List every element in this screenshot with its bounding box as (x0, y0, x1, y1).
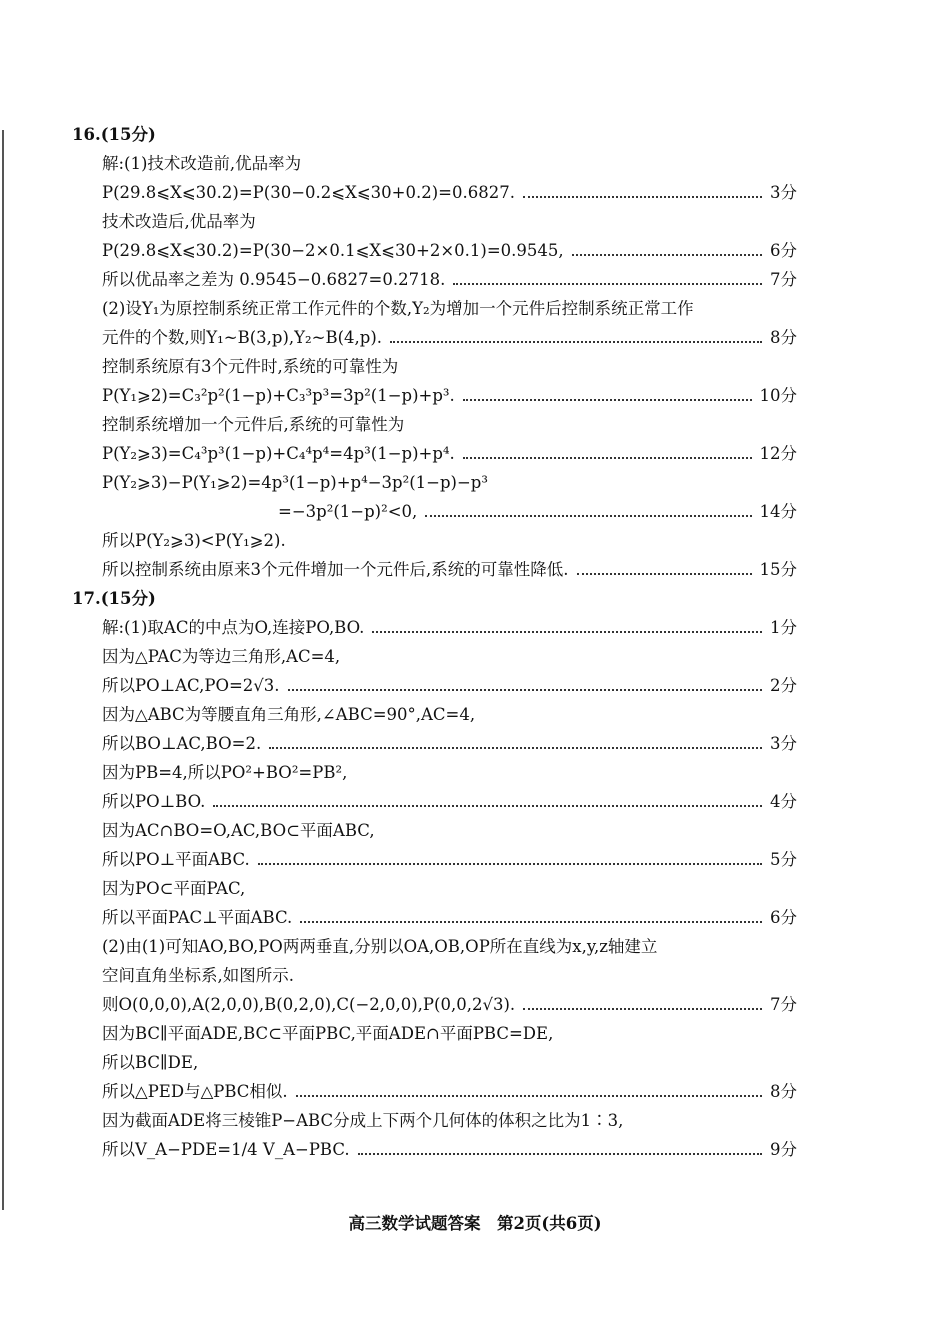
scored-line (72, 439, 797, 468)
line-text: (2)由(1)可知AO,BO,PO两两垂直,分别以OA,OB,OP所在直线为x,y,z轴建立 (102, 937, 658, 956)
line-text: 因为PB=4,所以PO²+BO²=PB², (102, 763, 348, 782)
scored-line (72, 236, 797, 265)
line-text: 因为AC∩BO=O,AC,BO⊂平面ABC, (102, 821, 375, 840)
line-text: 所以PO⊥平面ABC. (102, 850, 250, 869)
dot-leader (453, 283, 762, 285)
dot-leader (269, 747, 762, 749)
line-text: 元件的个数,则Y₁~B(3,p),Y₂~B(4,p). (102, 328, 383, 347)
scored-line (72, 613, 797, 642)
dot-leader (577, 573, 752, 575)
text-line (72, 961, 797, 990)
line-text: 因为BC∥平面ADE,BC⊂平面PBC,平面ADE∩平面PBC=DE, (102, 1024, 554, 1043)
dot-leader (463, 457, 752, 459)
dot-leader (523, 1008, 762, 1010)
scored-line (72, 323, 797, 352)
line-text: P(29.8⩽X⩽30.2)=P(30−0.2⩽X⩽30+0.2)=0.6827. (102, 183, 515, 202)
line-text: 所以优品率之差为 0.9545−0.6827=0.2718. (102, 270, 446, 289)
score-label: 2分 (770, 676, 797, 695)
text-line (72, 207, 797, 236)
line-text: 解:(1)取AC的中点为O,连接PO,BO. (102, 618, 365, 637)
text-line (72, 1106, 797, 1135)
scored-line (72, 1135, 797, 1164)
line-text: 控制系统增加一个元件后,系统的可靠性为 (102, 415, 405, 434)
text-line (72, 932, 797, 961)
score-label: 8分 (770, 1082, 797, 1101)
text-line (72, 1019, 797, 1048)
score-label: 9分 (770, 1140, 797, 1159)
dot-leader (572, 254, 762, 256)
score-label: 7分 (770, 270, 797, 289)
score-label: 10分 (759, 386, 797, 405)
answer-content (72, 120, 797, 1164)
line-text: 所以V_A−PDE=1/4 V_A−PBC. (102, 1140, 350, 1159)
text-line (72, 410, 797, 439)
text-line (72, 816, 797, 845)
scored-line (72, 903, 797, 932)
text-line (72, 1048, 797, 1077)
dot-leader (372, 631, 762, 633)
score-label: 3分 (770, 183, 797, 202)
text-line (72, 700, 797, 729)
text-line (72, 584, 797, 613)
text-line (72, 468, 797, 497)
line-text: 所以平面PAC⊥平面ABC. (102, 908, 293, 927)
page-footer: 高三数学试题答案 第2页(共6页) (348, 1214, 602, 1233)
line-text: 所以控制系统由原来3个元件增加一个元件后,系统的可靠性降低. (102, 560, 569, 579)
line-text: =−3p²(1−p)²<0, (278, 502, 418, 521)
dot-leader (300, 921, 762, 923)
scored-line (72, 555, 797, 584)
line-text: 解:(1)技术改造前,优品率为 (102, 154, 302, 173)
line-text: 所以△PED与△PBC相似. (102, 1082, 288, 1101)
scored-line (72, 845, 797, 874)
score-label: 6分 (770, 908, 797, 927)
dot-leader (288, 689, 762, 691)
line-text: 则O(0,0,0),A(2,0,0),B(0,2,0),C(−2,0,0),P(0,0,2√3). (102, 995, 516, 1014)
line-text: 所以BC∥DE, (102, 1053, 199, 1072)
score-label: 4分 (770, 792, 797, 811)
line-text: 所以PO⊥BO. (102, 792, 206, 811)
dot-leader (390, 341, 762, 343)
line-text: P(Y₂⩾3)=C₄³p³(1−p)+C₄⁴p⁴=4p³(1−p)+p⁴. (102, 444, 455, 463)
score-label: 3分 (770, 734, 797, 753)
scored-line (72, 787, 797, 816)
page-edge (2, 130, 4, 1210)
line-text: 因为PO⊂平面PAC, (102, 879, 246, 898)
score-label: 7分 (770, 995, 797, 1014)
dot-leader (258, 863, 762, 865)
dot-leader (425, 515, 751, 517)
line-text: P(Y₂⩾3)−P(Y₁⩾2)=4p³(1−p)+p⁴−3p²(1−p)−p³ (102, 473, 488, 492)
line-text: P(Y₁⩾2)=C₃²p²(1−p)+C₃³p³=3p²(1−p)+p³. (102, 386, 455, 405)
line-text: P(29.8⩽X⩽30.2)=P(30−2×0.1⩽X⩽30+2×0.1)=0.9545, (102, 241, 564, 260)
dot-leader (213, 805, 762, 807)
text-line (72, 149, 797, 178)
scored-line (72, 729, 797, 758)
text-line (72, 642, 797, 671)
score-label: 14分 (759, 502, 797, 521)
scored-line (72, 1077, 797, 1106)
dot-leader (296, 1095, 762, 1097)
text-line (72, 526, 797, 555)
dot-leader (358, 1153, 762, 1155)
line-text: 所以BO⊥AC,BO=2. (102, 734, 262, 753)
dot-leader (463, 399, 752, 401)
text-line (72, 120, 797, 149)
line-text: 控制系统原有3个元件时,系统的可靠性为 (102, 357, 399, 376)
line-text: 空间直角坐标系,如图所示. (102, 966, 294, 985)
score-label: 8分 (770, 328, 797, 347)
score-label: 12分 (759, 444, 797, 463)
dot-leader (523, 196, 762, 198)
line-text: 因为△PAC为等边三角形,AC=4, (102, 647, 341, 666)
text-line (72, 294, 797, 323)
score-label: 1分 (770, 618, 797, 637)
line-text: (2)设Y₁为原控制系统正常工作元件的个数,Y₂为增加一个元件后控制系统正常工作 (102, 299, 694, 318)
score-label: 5分 (770, 850, 797, 869)
line-text: 因为截面ADE将三棱锥P−ABC分成上下两个几何体的体积之比为1∶3, (102, 1111, 624, 1130)
text-line (72, 758, 797, 787)
text-line (72, 352, 797, 381)
line-text: 16.(15分) (72, 125, 156, 144)
line-text: 因为△ABC为等腰直角三角形,∠ABC=90°,AC=4, (102, 705, 476, 724)
score-label: 15分 (759, 560, 797, 579)
line-text: 技术改造后,优品率为 (102, 212, 256, 231)
scored-line (72, 990, 797, 1019)
scored-line (72, 671, 797, 700)
line-text: 17.(15分) (72, 589, 156, 608)
scored-line (72, 265, 797, 294)
line-text: 所以P(Y₂⩾3)<P(Y₁⩾2). (102, 531, 286, 550)
line-text: 所以PO⊥AC,PO=2√3. (102, 676, 280, 695)
score-label: 6分 (770, 241, 797, 260)
scored-line (72, 381, 797, 410)
text-line (72, 874, 797, 903)
scored-line (72, 178, 797, 207)
scored-line (72, 497, 797, 526)
